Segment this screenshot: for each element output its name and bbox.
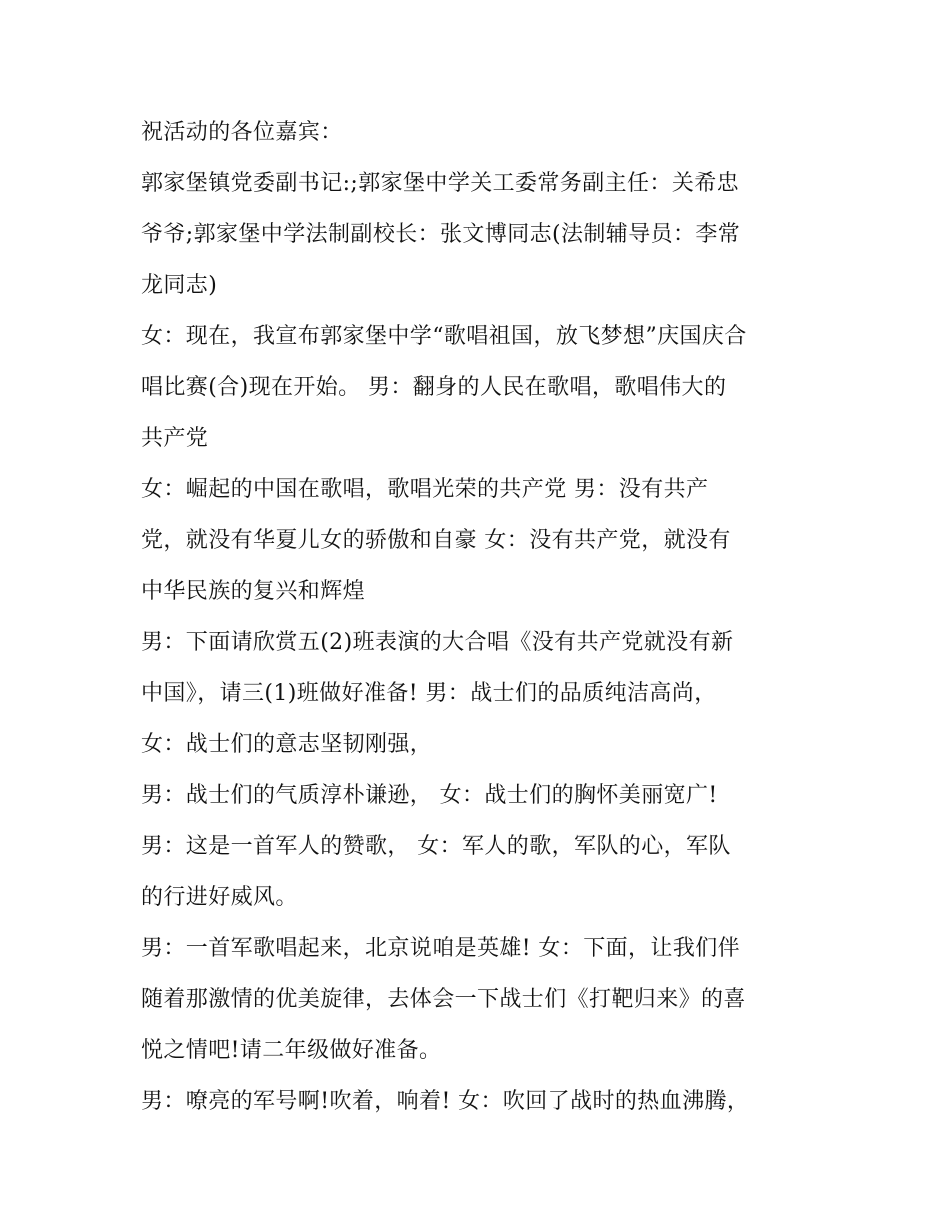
text-line: 男：一首军歌唱起来，北京说咱是英雄! 女：下面，让我们伴: [141, 936, 741, 961]
text-line: 唱比赛(合)现在开始。 男：翻身的人民在歌唱，歌唱伟大的: [141, 375, 727, 400]
text-line: 随着那激情的优美旋律，去体会一下战士们《打靶归来》的喜: [141, 987, 746, 1012]
text-line: 男：嘹亮的军号啊!吹着，响着! 女：吹回了战时的热血沸腾，: [141, 1089, 750, 1114]
text-line: 男：战士们的气质淳朴谦逊， 女：战士们的胸怀美丽宽广!: [141, 783, 718, 808]
text-line: 女：崛起的中国在歌唱，歌唱光荣的共产党 男：没有共产: [141, 477, 709, 502]
text-line: 爷爷;郭家堡中学法制副校长：张文博同志(法制辅导员：李常: [141, 222, 741, 247]
text-line: 祝活动的各位嘉宾：: [141, 120, 343, 145]
text-line: 悦之情吧!请二年级做好准备。: [141, 1038, 442, 1063]
text-line: 男：下面请欣赏五(2)班表演的大合唱《没有共产党就没有新: [141, 630, 734, 655]
text-line: 的行进好威风。: [141, 885, 298, 910]
text-line: 男：这是一首军人的赞歌， 女：军人的歌，军队的心，军队: [141, 834, 731, 859]
document-body: [141, 107, 821, 1127]
text-line: 中华民族的复兴和辉煌: [141, 579, 366, 604]
text-line: 女：战士们的意志坚韧刚强，: [141, 732, 433, 757]
text-line: 中国》，请三(1)班做好准备! 男：战士们的品质纯洁高尚，: [141, 681, 717, 706]
text-line: 龙同志): [141, 273, 218, 298]
text-line: 共产党: [141, 426, 209, 451]
text-line: 郭家堡镇党委副书记:;郭家堡中学关工委常务副主任：关希忠: [141, 171, 740, 196]
text-line: 女：现在，我宣布郭家堡中学“歌唱祖国，放飞梦想”庆国庆合: [141, 324, 747, 349]
text-line: 党，就没有华夏儿女的骄傲和自豪 女：没有共产党，就没有: [141, 528, 731, 553]
